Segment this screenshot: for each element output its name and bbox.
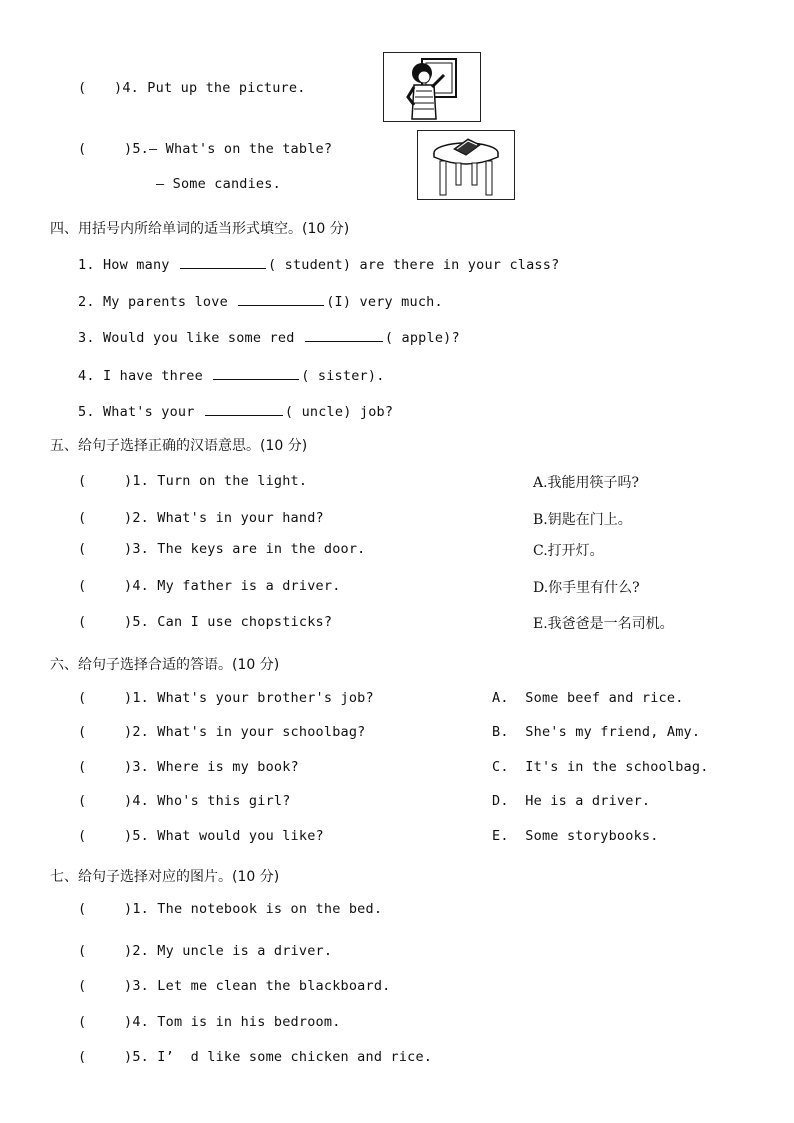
question-5-text: )5.— What's on the table? bbox=[124, 141, 333, 157]
question-text: )3. Let me clean the blackboard. bbox=[124, 978, 391, 994]
option-text: A.我能用筷子吗? bbox=[533, 475, 640, 491]
book-on-table-illustration bbox=[417, 130, 515, 200]
item-text: 5. What's your bbox=[78, 404, 195, 420]
question-text: )3. Where is my book? bbox=[124, 759, 299, 775]
answer-paren[interactable]: ( bbox=[78, 473, 87, 489]
section-7-title: 七、给句子选择对应的图片。(10 分) bbox=[50, 869, 280, 885]
answer-paren[interactable]: ( bbox=[78, 943, 87, 959]
question-text: )2. My uncle is a driver. bbox=[124, 943, 333, 959]
question-text: )1. The notebook is on the bed. bbox=[124, 901, 383, 917]
item-text: ( uncle) job? bbox=[284, 404, 394, 420]
section-4-title: 四、用括号内所给单词的适当形式填空。(10 分) bbox=[50, 221, 350, 237]
answer-paren[interactable]: ( bbox=[78, 614, 87, 630]
fill-item-1 bbox=[78, 255, 559, 273]
option-text: D.你手里有什么? bbox=[533, 580, 640, 596]
answer-blank[interactable] bbox=[238, 292, 324, 306]
item-text: 1. How many bbox=[78, 257, 170, 273]
question-4-text: )4. Put up the picture. bbox=[114, 80, 306, 96]
question-text: )4. My father is a driver. bbox=[124, 578, 341, 594]
item-text: 4. I have three bbox=[78, 368, 203, 384]
fill-item-4 bbox=[78, 366, 385, 384]
item-text: ( sister). bbox=[301, 368, 385, 384]
answer-paren[interactable]: ( bbox=[78, 901, 87, 917]
answer-paren[interactable]: ( bbox=[78, 690, 87, 706]
item-text: 2. My parents love bbox=[78, 294, 228, 310]
child-picture-icon bbox=[384, 53, 480, 121]
answer-paren[interactable]: ( bbox=[78, 510, 87, 526]
fill-item-5 bbox=[78, 402, 393, 420]
table-book-icon bbox=[418, 131, 514, 199]
answer-blank[interactable] bbox=[180, 255, 266, 269]
answer-blank[interactable] bbox=[305, 328, 383, 342]
item-text: ( apple)? bbox=[384, 330, 460, 346]
option-text: D. He is a driver. bbox=[492, 793, 651, 809]
paren-open: ( bbox=[78, 80, 87, 96]
answer-paren[interactable]: ( bbox=[78, 759, 87, 775]
question-text: )4. Tom is in his bedroom. bbox=[124, 1014, 341, 1030]
fill-item-3 bbox=[78, 328, 460, 346]
option-text: C.打开灯。 bbox=[533, 543, 604, 559]
option-text: A. Some beef and rice. bbox=[492, 690, 684, 706]
question-text: )5. I’ d like some chicken and rice. bbox=[124, 1049, 433, 1065]
answer-blank[interactable] bbox=[205, 402, 283, 416]
question-text: )3. The keys are in the door. bbox=[124, 541, 366, 557]
question-text: )5. What would you like? bbox=[124, 828, 324, 844]
option-text: B. She's my friend, Amy. bbox=[492, 724, 701, 740]
section-6-title: 六、给句子选择合适的答语。(10 分) bbox=[50, 657, 280, 673]
option-text: E. Some storybooks. bbox=[492, 828, 659, 844]
option-text: E.我爸爸是一名司机。 bbox=[533, 616, 674, 632]
question-text: )2. What's in your hand? bbox=[124, 510, 324, 526]
answer-paren[interactable]: ( bbox=[78, 541, 87, 557]
item-text: ( student) are there in your class? bbox=[267, 257, 560, 273]
question-5-answer: — Some candies. bbox=[156, 176, 281, 192]
answer-paren[interactable]: ( bbox=[78, 978, 87, 994]
answer-paren[interactable]: ( bbox=[78, 1049, 87, 1065]
item-text: (I) very much. bbox=[326, 294, 443, 310]
question-text: )5. Can I use chopsticks? bbox=[124, 614, 333, 630]
answer-paren[interactable]: ( bbox=[78, 793, 87, 809]
answer-paren[interactable]: ( bbox=[78, 1014, 87, 1030]
item-text: 3. Would you like some red bbox=[78, 330, 295, 346]
option-text: B.钥匙在门上。 bbox=[533, 512, 632, 528]
question-text: )1. What's your brother's job? bbox=[124, 690, 374, 706]
question-text: )4. Who's this girl? bbox=[124, 793, 291, 809]
question-text: )1. Turn on the light. bbox=[124, 473, 308, 489]
child-hanging-picture-illustration bbox=[383, 52, 481, 122]
fill-item-2 bbox=[78, 292, 443, 310]
answer-paren[interactable]: ( bbox=[78, 828, 87, 844]
section-5-title: 五、给句子选择正确的汉语意思。(10 分) bbox=[50, 438, 308, 454]
option-text: C. It's in the schoolbag. bbox=[492, 759, 709, 775]
paren-open: ( bbox=[78, 141, 87, 157]
question-text: )2. What's in your schoolbag? bbox=[124, 724, 366, 740]
answer-paren[interactable]: ( bbox=[78, 724, 87, 740]
answer-blank[interactable] bbox=[213, 366, 299, 380]
answer-paren[interactable]: ( bbox=[78, 578, 87, 594]
